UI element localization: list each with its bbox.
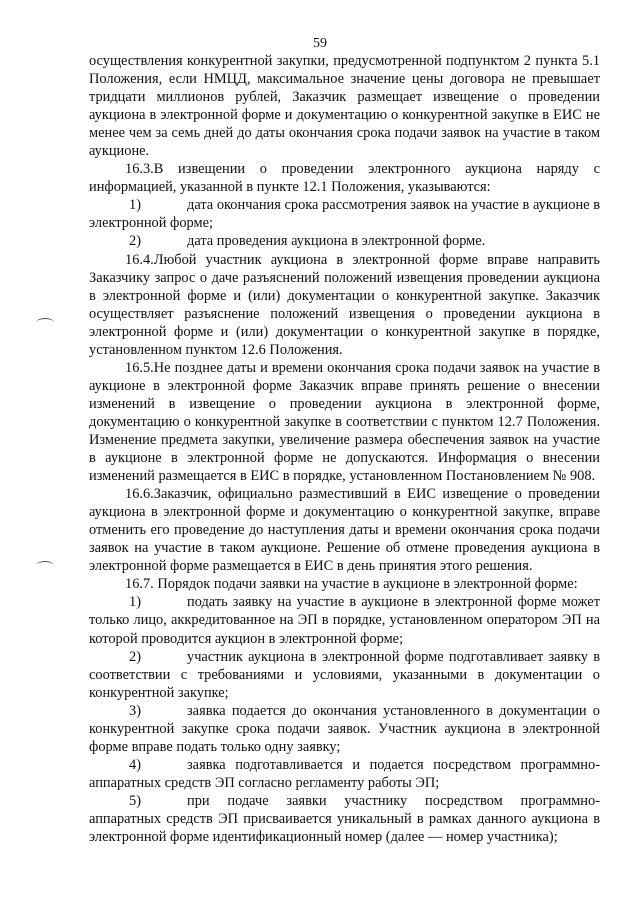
list-item-text: участник аукциона в электронной форме подготавливает заявку в соответствии с требованиями и условиями, указанными в документации о конкурентной закупке; — [89, 648, 600, 701]
paragraph: 16.5.Не позднее даты и времени окончания срока подачи заявок на участие в аукционе в электронной форме Заказчик вправе принять решение о внесении изменений в извещение о проведении аукциона в электронной форме, документацию о конкурентной закупке в соответствии с пунктом 12.7 Положения. Изменение предмета закупки, увеличение размера обеспечения заявок на участие в аукционе в электронной форме не допускаются. Информация о внесении изменений размещается в ЕИС в порядке, установленном Постановлением № 908. — [89, 359, 600, 485]
list-item-text: дата окончания срока рассмотрения заявок на участие в аукционе в электронной форме; — [89, 197, 600, 232]
list-item-text: заявка подается до окончания установленного в документации о конкурентной закупке срока подачи заявок. Участник аукциона в электронной форме вправе подать только одну заявку; — [89, 702, 600, 755]
paragraph: 16.6.Заказчик, официально разместивший в ЕИС извещение о проведении аукциона в электронной форме и документацию о конкурентной закупке, вправе отменить его проведение до наступления даты и времени окончания срока подачи заявок на участие в таком аукционе. Решение об отмене проведения аукциона в электронной форме размещается в ЕИС в день принятия этого решения. — [89, 486, 600, 575]
list-item-number: 1) — [129, 594, 141, 611]
paragraph: 16.4.Любой участник аукциона в электронной форме вправе направить Заказчику запрос о даче разъяснений положений извещения проведении аукциона в электронной форме и (или) документации о конкурентной закупке. Заказчик осуществляет разъяснение положений извещения о проведении аукциона в электронной форме и (или) документации о конкурентной закупке в порядке, установленном пунктом 12.6 Положения. — [89, 251, 600, 358]
list-item-number: 5) — [129, 792, 141, 809]
list-item-text: дата проведения аукциона в электронной форме. — [187, 233, 486, 250]
page-number: 59 — [313, 36, 327, 51]
list-item — [89, 792, 600, 846]
list-item — [89, 648, 600, 702]
list-item-number: 3) — [129, 702, 141, 719]
list-item — [89, 756, 600, 792]
list-item-text: подать заявку на участие в аукционе в электронной форме может только лицо, аккредитованное на ЭП в порядке, установленном оператором ЭП на которой проводится аукцион в электронной форме; — [89, 594, 600, 647]
list-item-number: 4) — [129, 756, 141, 773]
paragraph: осуществления конкурентной закупки, предусмотренной подпунктом 2 пункта 5.1 Положения, если НМЦД, максимальное значение цены договора не превышает тридцати миллионов рублей, Заказчик размещает извещение о проведении аукциона в электронной форме и документацию о конкурентной закупке в ЕИС не менее чем за семь дней до даты окончания срока подачи заявок на участие в таком аукционе. — [89, 53, 600, 160]
paragraph: 16.7. Порядок подачи заявки на участие в аукционе в электронной форме: — [125, 576, 578, 593]
list-item — [89, 593, 600, 647]
list-item-number: 2) — [129, 233, 141, 250]
list-item — [89, 232, 600, 250]
list-item-number: 2) — [129, 648, 141, 665]
paragraph: 16.3.В извещении о проведении электронного аукциона наряду с информацией, указанной в пункте 12.1 Положения, указываются: — [89, 161, 600, 196]
list-item — [89, 196, 600, 232]
list-item-text: при подаче заявки участнику посредством программно-аппаратных средств ЭП присваивается уникальный в рамках данного аукциона в электронной форме идентификационный номер (далее — номер участника); — [89, 792, 600, 846]
list-item-text: заявка подготавливается и подается посредством программно-аппаратных средств ЭП согласно регламенту работы ЭП; — [89, 756, 600, 791]
margin-mark — [36, 561, 54, 570]
margin-mark — [36, 318, 54, 327]
list-item — [89, 702, 600, 756]
list-item-number: 1) — [129, 197, 141, 214]
document-body — [89, 52, 600, 846]
